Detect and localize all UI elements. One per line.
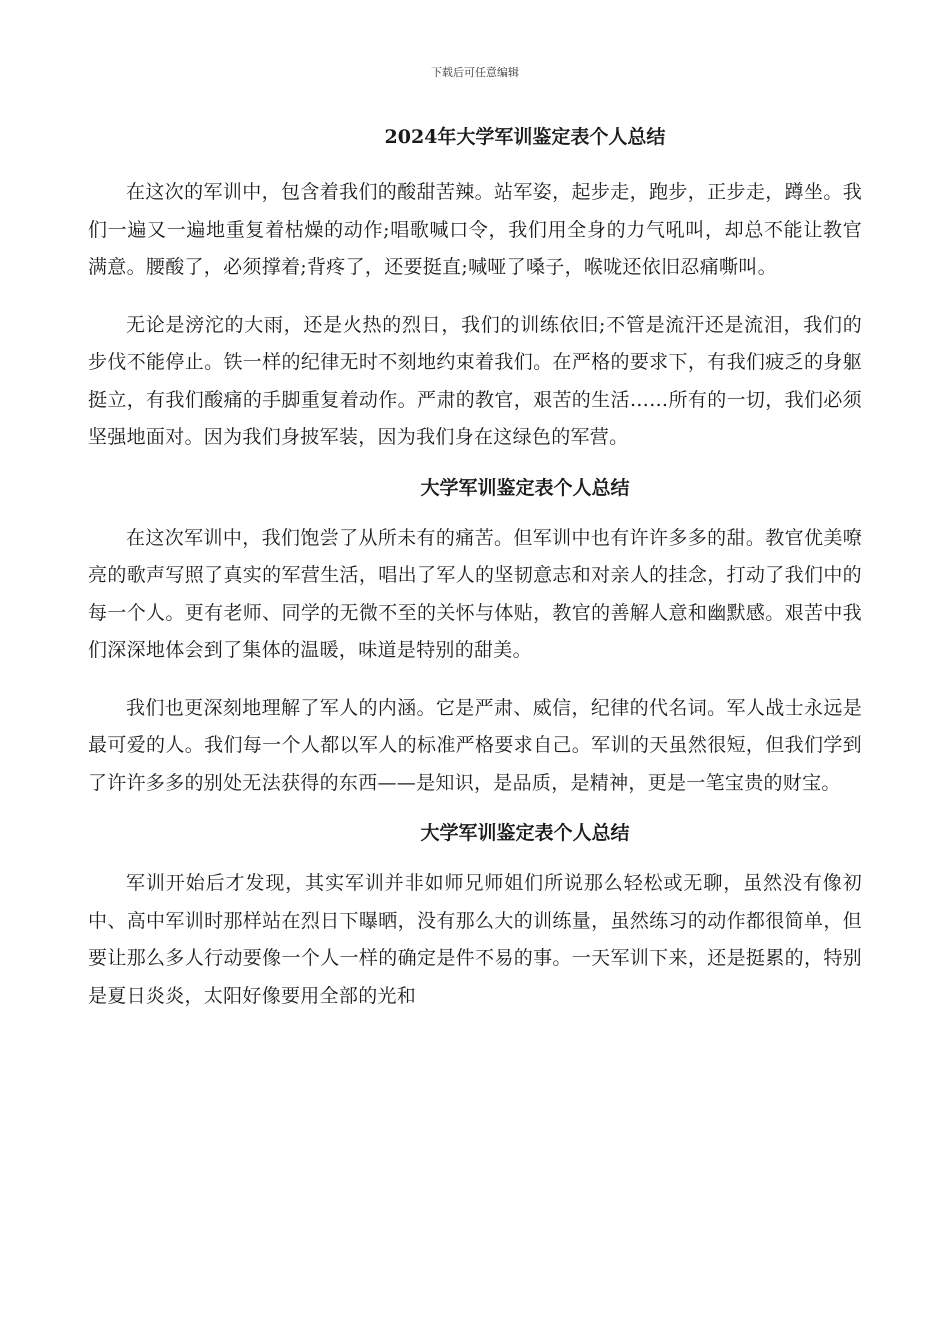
document-body — [88, 120, 862, 1015]
section-title: 大学军训鉴定表个人总结 — [420, 476, 630, 499]
section-title: 大学军训鉴定表个人总结 — [420, 822, 630, 844]
document-title: 2024年大学军训鉴定表个人总结 — [384, 126, 666, 148]
paragraph: 在这次的军训中，包含着我们的酸甜苦辣。站军姿，起步走，跑步，正步走，蹲坐。我们一遍又一遍地重复着枯燥的动作;唱歌喊口令，我们用全身的力气吼叫，却总不能让教官满意。腰酸了，必须撑着;背疼了，还要挺直;喊哑了嗓子，喉咙还依旧忍痛嘶叫。 — [88, 181, 862, 278]
header-note: 下载后可任意编辑 — [431, 66, 519, 79]
paragraph: 军训开始后才发现，其实军训并非如师兄师姐们所说那么轻松或无聊，虽然没有像初中、高中军训时那样站在烈日下曝晒，没有那么大的训练量，虽然练习的动作都很简单，但要让那么多人行动要像一个人一样的确定是件不易的事。一天军训下来，还是挺累的，特别是夏日炎炎，太阳好像要用全部的光和 — [88, 872, 862, 1007]
paragraph: 在这次军训中，我们饱尝了从所未有的痛苦。但军训中也有许许多多的甜。教官优美嘹亮的歌声写照了真实的军营生活，唱出了军人的坚韧意志和对亲人的挂念，打动了我们中的每一个人。更有老师、同学的无微不至的关怀与体贴，教官的善解人意和幽默感。艰苦中我们深深地体会到了集体的温暖，味道是特别的甜美。 — [88, 526, 862, 661]
paragraph: 我们也更深刻地理解了军人的内涵。它是严肃、威信，纪律的代名词。军人战士永远是最可爱的人。我们每一个人都以军人的标准严格要求自己。军训的天虽然很短，但我们学到了许许多多的别处无法获得的东西——是知识，是品质，是精神，更是一笔宝贵的财宝。 — [88, 696, 862, 794]
paragraph: 无论是滂沱的大雨，还是火热的烈日，我们的训练依旧;不管是流汗还是流泪，我们的步伐不能停止。铁一样的纪律无时不刻地约束着我们。在严格的要求下，有我们疲乏的身躯挺立，有我们酸痛的手脚重复着动作。严肃的教官，艰苦的生活……所有的一切，我们必须坚强地面对。因为我们身披军装，因为我们身在这绿色的军营。 — [88, 313, 862, 448]
